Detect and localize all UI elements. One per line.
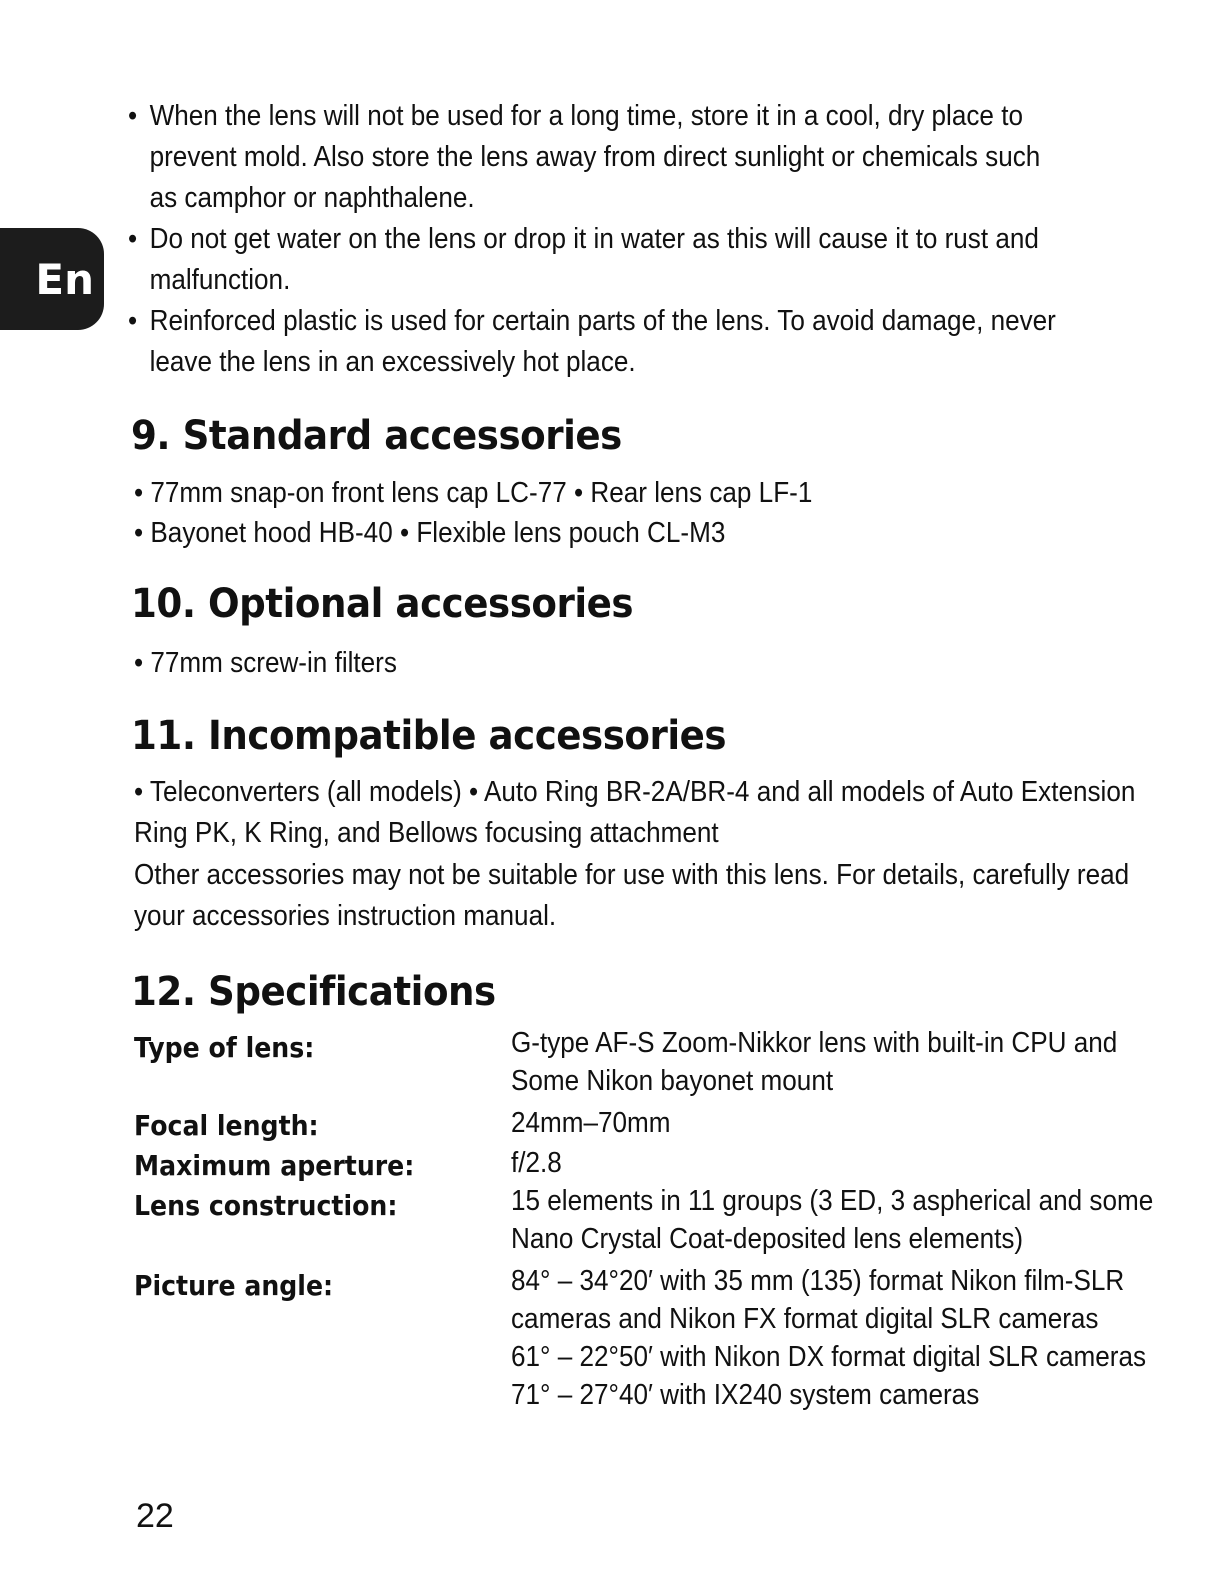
- spec-value-line: f/2.8: [511, 1147, 562, 1179]
- spec-value-lens-construction: [511, 1182, 1191, 1258]
- care-bullet-item: • Reinforced plastic is used for certain parts of the lens. To avoid damage, never leave the lens in an excessively hot place.: [128, 301, 1073, 383]
- incompatible-accessories-note: Other accessories may not be suitable for use with this lens. For details, carefully read your accessories instruction manual.: [134, 859, 1130, 932]
- spec-label-focal-length: Focal length:: [134, 1109, 319, 1142]
- care-bullet-item: • Do not get water on the lens or drop it in water as this will cause it to rust and malfunction.: [128, 219, 1073, 301]
- page-number: 22: [136, 1497, 174, 1535]
- optional-accessories-line: • 77mm screw-in filters: [134, 647, 397, 679]
- optional-accessories-heading: 10. Optional accessories: [131, 581, 634, 627]
- incompatible-accessories-text: • Teleconverters (all models) • Auto Ring BR-2A/BR-4 and all models of Auto Extension Ring PK, K Ring, and Bellows focusing attachment: [134, 776, 1136, 849]
- spec-value-line: 84° – 34°20′ with 35 mm (135) format Nikon film-SLR cameras and Nikon FX format digital SLR cameras: [511, 1265, 1125, 1335]
- specifications-heading: 12. Specifications: [131, 969, 496, 1015]
- care-bullet-item: • When the lens will not be used for a long time, store it in a cool, dry place to prevent mold. Also store the lens away from direct sunlight or chemicals such as camphor or naphthalene.: [128, 96, 1073, 219]
- incompatible-accessories-heading: 11. Incompatible accessories: [131, 713, 727, 759]
- standard-accessories-line: • Bayonet hood HB-40 • Flexible lens pouch CL-M3: [134, 517, 726, 549]
- spec-label-type-of-lens: Type of lens:: [134, 1031, 315, 1064]
- spec-label-lens-construction: Lens construction:: [134, 1189, 398, 1222]
- care-bullet-list: [128, 96, 1073, 383]
- spec-value-maximum-aperture: [511, 1144, 1191, 1182]
- language-tab: En: [0, 228, 104, 330]
- spec-value-type-of-lens: [511, 1024, 1191, 1100]
- spec-label-maximum-aperture: Maximum aperture:: [134, 1149, 415, 1182]
- spec-value-line: 15 elements in 11 groups (3 ED, 3 aspherical and some Nano Crystal Coat-deposited lens elements): [511, 1185, 1154, 1255]
- spec-label-picture-angle: Picture angle:: [134, 1269, 334, 1302]
- spec-value-focal-length: [511, 1104, 1191, 1142]
- standard-accessories-line: • 77mm snap-on front lens cap LC-77 • Rear lens cap LF-1: [134, 477, 813, 509]
- spec-value-line: 24mm–70mm: [511, 1107, 671, 1139]
- spec-value-line: G-type AF-S Zoom-Nikkor lens with built-in CPU and Some Nikon bayonet mount: [511, 1027, 1118, 1097]
- standard-accessories-heading: 9. Standard accessories: [131, 413, 622, 459]
- spec-value-picture-angle: [511, 1262, 1191, 1414]
- spec-value-line: 61° – 22°50′ with Nikon DX format digital SLR cameras: [511, 1341, 1147, 1373]
- spec-value-line: 71° – 27°40′ with IX240 system cameras: [511, 1379, 980, 1411]
